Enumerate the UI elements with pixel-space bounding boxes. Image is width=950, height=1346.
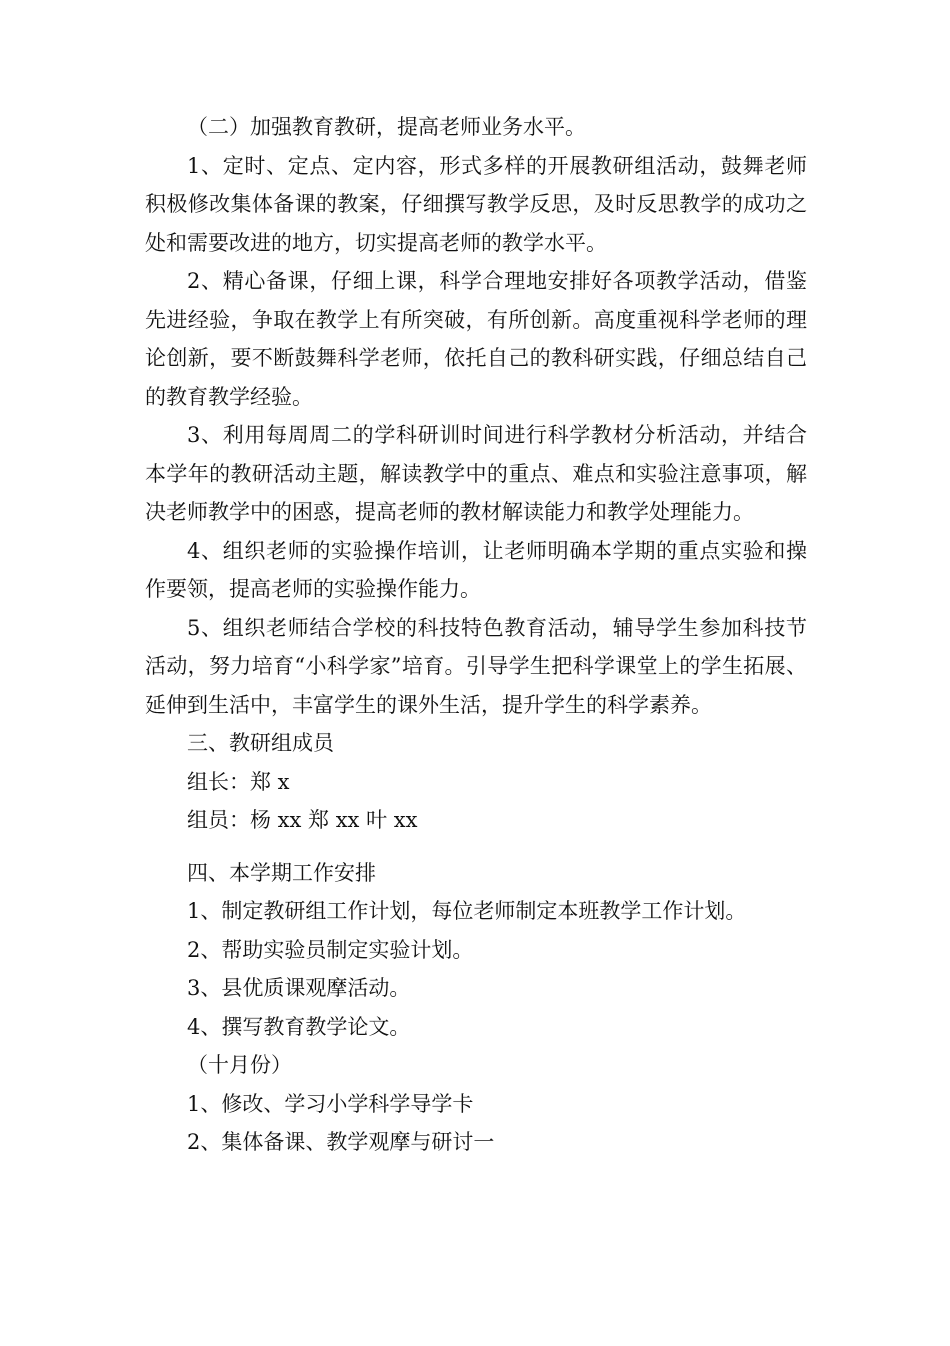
paragraph-item-1: 1、定时、定点、定内容，形式多样的开展教研组活动，鼓舞老师积极修改集体备课的教案，仔细撰写教学反思，及时反思教学的成功之处和需要改进的地方，切实提高老师的教学水平。 <box>145 153 807 255</box>
paragraph-item-3: 3、利用每周周二的学科研训时间进行科学教材分析活动，并结合本学年的教研活动主题，解读教学中的重点、难点和实验注意事项，解决老师教学中的困惑，提高老师的教材解读能力和教学处理能力。 <box>145 423 807 524</box>
document-page <box>145 108 807 1162</box>
plan-item-1: 1、制定教研组工作计划，每位老师制定本班教学工作计划。 <box>187 899 747 923</box>
paragraph-item-5: 5、组织老师结合学校的科技特色教育活动，辅导学生参加科技节活动，努力培育“小科学家”培育。引导学生把科学课堂上的学生拓展、延伸到生活中，丰富学生的课外生活，提升学生的科学素养。 <box>145 615 807 717</box>
paragraph-item-2: 2、精心备课，仔细上课，科学合理地安排好各项教学活动，借鉴先进经验，争取在教学上有所突破，有所创新。高度重视科学老师的理论创新，要不断鼓舞科学老师，依托自己的教科研实践，仔细总结自己的教育教学经验。 <box>145 269 807 409</box>
plan-item-3: 3、县优质课观摩活动。 <box>187 976 411 1000</box>
group-leader: 组长：郑 x <box>187 769 290 794</box>
section-heading-schedule: 四、本学期工作安排 <box>187 860 376 885</box>
section-heading-members: 三、教研组成员 <box>187 731 334 755</box>
subsection-heading: （二）加强教育教研，提高老师业务水平。 <box>187 115 586 139</box>
october-item-1: 1、修改、学习小学科学导学卡 <box>187 1091 474 1116</box>
group-members: 组员：杨 xx 郑 xx 叶 xx <box>187 808 418 832</box>
paragraph-item-4: 4、组织老师的实验操作培训，让老师明确本学期的重点实验和操作要领，提高老师的实验操作能力。 <box>145 538 807 601</box>
plan-item-4: 4、撰写教育教学论文。 <box>187 1014 411 1039</box>
plan-item-2: 2、帮助实验员制定实验计划。 <box>187 937 474 962</box>
month-heading-october: （十月份） <box>187 1053 292 1077</box>
october-item-2: 2、集体备课、教学观摩与研讨一 <box>187 1130 495 1154</box>
